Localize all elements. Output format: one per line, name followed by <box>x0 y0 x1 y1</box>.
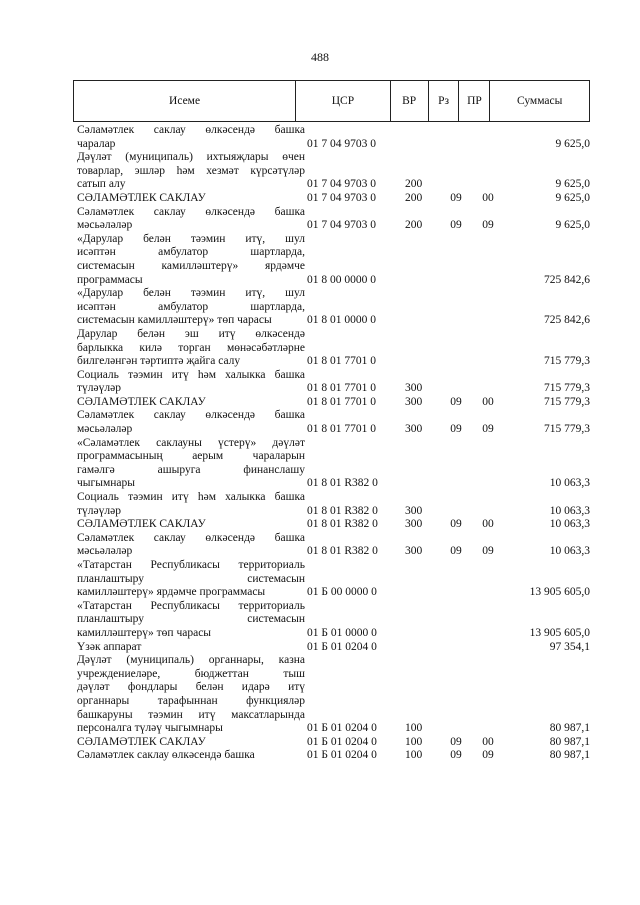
header-sum: Суммасы <box>490 81 590 121</box>
row-name-line: «Дарулар белән тәэмин итү, шул <box>77 232 305 245</box>
row-name-line: персоналга түләү чыгымнары <box>77 722 223 735</box>
table-row <box>73 192 590 206</box>
row-rz: 09 <box>450 395 462 408</box>
row-sum: 10 063,3 <box>549 504 590 517</box>
row-name <box>73 124 305 151</box>
row-name-line: СӘЛАМӘТЛЕК САКЛАУ <box>77 395 206 408</box>
header-pr: ПР <box>459 81 490 121</box>
row-sum: 9 625,0 <box>555 178 590 191</box>
page-number: 488 <box>311 50 329 64</box>
row-name-line: программасының аерым чараларын <box>77 450 305 463</box>
row-csr: 01 7 04 9703 0 <box>307 219 376 232</box>
table-row <box>73 328 590 369</box>
table-row <box>73 151 590 192</box>
row-csr: 01 7 04 9703 0 <box>307 178 376 191</box>
row-csr: 01 Б 01 0204 0 <box>307 640 377 653</box>
row-csr: 01 8 01 R382 0 <box>307 545 378 558</box>
row-name-line: башкаруны тәэмин итү максатларында <box>77 708 305 721</box>
table-row <box>73 233 590 287</box>
row-name-line: Дәүләт (муниципаль) органнары, казна <box>77 654 305 667</box>
table-row <box>73 532 590 559</box>
table-row <box>73 369 590 396</box>
row-name-line: дәүләт фондлары белән идарә итү <box>77 681 305 694</box>
table-row <box>73 124 590 151</box>
row-name-line: Сәламәтлек саклау өлкәсендә башка <box>77 124 305 136</box>
row-name-line: Дәүләт (муниципаль) ихтыяҗлары өчен <box>77 151 305 164</box>
row-sum: 80 987,1 <box>549 749 590 762</box>
row-name-line: чаралар <box>77 137 116 150</box>
row-name <box>73 233 305 287</box>
table-row <box>73 736 590 750</box>
row-name-line: программасы <box>77 273 143 286</box>
row-name-line: «Татарстан Республикасы территориаль <box>77 599 305 612</box>
row-rz: 09 <box>450 735 462 748</box>
row-name-line: исәптән амбулатор шартларда, <box>77 300 305 313</box>
table-row <box>73 437 590 491</box>
row-name <box>73 369 305 396</box>
row-sum: 725 842,6 <box>544 314 590 327</box>
row-name <box>73 532 305 559</box>
row-name-line: Социаль тәэмин итү һәм халыкка башка <box>77 491 305 504</box>
row-rz: 09 <box>450 545 462 558</box>
row-pr: 00 <box>482 518 494 531</box>
row-name-line: билгеләнгән тәртиптә җайга салу <box>77 355 241 368</box>
row-name <box>73 491 305 518</box>
row-csr: 01 Б 01 0000 0 <box>307 626 377 639</box>
row-name <box>73 409 305 436</box>
row-name-line: СӘЛАМӘТЛЕК САКЛАУ <box>77 735 206 748</box>
row-name-line: системасын камилләштерү» төп чарасы <box>77 314 272 327</box>
row-csr: 01 8 01 R382 0 <box>307 477 378 490</box>
row-name <box>73 654 305 736</box>
row-sum: 13 905 605,0 <box>529 586 590 599</box>
row-vr: 300 <box>405 423 423 436</box>
row-rz: 09 <box>450 423 462 436</box>
row-name-line: «Дарулар белән тәэмин итү, шул <box>77 287 305 300</box>
row-csr: 01 8 00 0000 0 <box>307 273 376 286</box>
row-name-line: гамәлгә ашыруга финанслашу <box>77 463 305 476</box>
row-name <box>73 641 305 655</box>
row-name <box>73 600 305 641</box>
budget-table <box>73 80 590 763</box>
header-csr: ЦСР <box>296 81 391 121</box>
row-csr: 01 Б 00 0000 0 <box>307 586 377 599</box>
table-header <box>73 80 590 122</box>
row-sum: 97 354,1 <box>549 640 590 653</box>
row-name <box>73 437 305 491</box>
row-pr: 00 <box>482 735 494 748</box>
row-rz: 09 <box>450 518 462 531</box>
row-name <box>73 518 305 532</box>
row-rz: 09 <box>450 219 462 232</box>
row-name-line: СӘЛАМӘТЛЕК САКЛАУ <box>77 518 206 531</box>
row-sum: 10 063,3 <box>549 545 590 558</box>
row-vr: 100 <box>405 735 423 748</box>
row-name-line: «Сәламәтлек саклауны үстерү» дәүләт <box>77 436 305 449</box>
row-name-line: планлаштыру системасын <box>77 572 305 585</box>
row-name-line: мәсьәләләр <box>77 545 133 558</box>
row-sum: 715 779,3 <box>544 395 590 408</box>
row-vr: 300 <box>405 382 423 395</box>
row-name-line: системасын камилләштерү» ярдәмче <box>77 259 305 272</box>
row-sum: 10 063,3 <box>549 518 590 531</box>
row-name-line: органнары тарафыннан функцияләр <box>77 694 305 707</box>
row-sum: 13 905 605,0 <box>529 626 590 639</box>
row-pr: 00 <box>482 395 494 408</box>
row-sum: 715 779,3 <box>544 423 590 436</box>
row-name-line: Социаль тәэмин итү һәм халыкка башка <box>77 368 305 381</box>
row-name-line: камилләштерү» төп чарасы <box>77 626 212 639</box>
row-pr: 09 <box>482 423 494 436</box>
row-name <box>73 736 305 750</box>
table-row <box>73 287 590 328</box>
row-csr: 01 7 04 9703 0 <box>307 191 376 204</box>
table-row <box>73 396 590 410</box>
row-name-line: Сәламәтлек саклау өлкәсендә башка <box>77 531 305 544</box>
header-name: Исеме <box>74 81 296 121</box>
row-vr: 100 <box>405 722 423 735</box>
row-sum: 80 987,1 <box>549 722 590 735</box>
row-vr: 300 <box>405 395 423 408</box>
table-row <box>73 749 590 763</box>
row-name-line: исәптән амбулатор шартларда, <box>77 246 305 259</box>
row-sum: 715 779,3 <box>544 355 590 368</box>
row-name <box>73 396 305 410</box>
row-csr: 01 8 01 R382 0 <box>307 504 378 517</box>
row-name <box>73 192 305 206</box>
row-rz: 09 <box>450 191 462 204</box>
row-vr: 300 <box>405 518 423 531</box>
row-name-line: сатып алу <box>77 178 126 191</box>
row-name <box>73 151 305 192</box>
row-sum: 715 779,3 <box>544 382 590 395</box>
row-csr: 01 Б 01 0204 0 <box>307 722 377 735</box>
row-name-line: Сәламәтлек саклау өлкәсендә башка <box>77 409 305 422</box>
row-name <box>73 206 305 233</box>
row-vr: 200 <box>405 178 423 191</box>
row-csr: 01 8 01 7701 0 <box>307 355 376 368</box>
row-pr: 09 <box>482 545 494 558</box>
header-vr: ВР <box>391 81 429 121</box>
row-name-line: товарлар, эшләр һәм хезмәт күрсәтүләр <box>77 164 305 177</box>
row-name-line: мәсьәләләр <box>77 219 133 232</box>
row-name <box>73 328 305 369</box>
row-sum: 80 987,1 <box>549 735 590 748</box>
row-csr: 01 Б 01 0204 0 <box>307 749 377 762</box>
row-vr: 200 <box>405 219 423 232</box>
row-sum: 725 842,6 <box>544 273 590 286</box>
row-sum: 9 625,0 <box>555 219 590 232</box>
row-name-line: планлаштыру системасын <box>77 613 305 626</box>
row-pr: 09 <box>482 749 494 762</box>
table-row <box>73 491 590 518</box>
row-csr: 01 8 01 0000 0 <box>307 314 376 327</box>
row-name-line: камилләштерү» ярдәмче программасы <box>77 586 266 599</box>
row-pr: 09 <box>482 219 494 232</box>
row-vr: 200 <box>405 191 423 204</box>
row-name <box>73 287 305 328</box>
table-row <box>73 559 590 600</box>
row-name-line: түләүләр <box>77 504 121 517</box>
table-row <box>73 206 590 233</box>
row-name-line: «Татарстан Республикасы территориаль <box>77 559 305 571</box>
row-name-line: Үзәк аппарат <box>77 640 142 653</box>
row-name <box>73 749 305 763</box>
header-rz: Рз <box>429 81 460 121</box>
row-rz: 09 <box>450 749 462 762</box>
row-name-line: Сәламәтлек саклау өлкәсендә башка <box>77 205 305 218</box>
row-csr: 01 Б 01 0204 0 <box>307 735 377 748</box>
row-name-line: учреждениеләре, бюджеттан тыш <box>77 667 305 680</box>
row-csr: 01 7 04 9703 0 <box>307 137 376 150</box>
row-vr: 100 <box>405 749 423 762</box>
table-body <box>73 122 590 763</box>
row-name-line: мәсьәләләр <box>77 423 133 436</box>
row-name-line: Дарулар белән эш итү өлкәсендә <box>77 327 305 340</box>
row-vr: 300 <box>405 545 423 558</box>
row-name-line: чыгымнары <box>77 477 135 490</box>
row-csr: 01 8 01 7701 0 <box>307 382 376 395</box>
table-row <box>73 518 590 532</box>
table-row <box>73 654 590 736</box>
table-row <box>73 409 590 436</box>
row-sum: 9 625,0 <box>555 137 590 150</box>
row-name-line: СӘЛАМӘТЛЕК САКЛАУ <box>77 191 206 204</box>
row-vr: 300 <box>405 504 423 517</box>
row-csr: 01 8 01 R382 0 <box>307 518 378 531</box>
row-pr: 00 <box>482 191 494 204</box>
row-name <box>73 559 305 600</box>
row-name-line: барлыкка килә торган мөнәсәбәтләрне <box>77 341 305 354</box>
table-row <box>73 641 590 655</box>
row-name-line: Сәламәтлек саклау өлкәсендә башка <box>77 749 255 762</box>
row-csr: 01 8 01 7701 0 <box>307 395 376 408</box>
row-csr: 01 8 01 7701 0 <box>307 423 376 436</box>
table-row <box>73 600 590 641</box>
row-sum: 10 063,3 <box>549 477 590 490</box>
row-name-line: түләүләр <box>77 382 121 395</box>
row-sum: 9 625,0 <box>555 191 590 204</box>
